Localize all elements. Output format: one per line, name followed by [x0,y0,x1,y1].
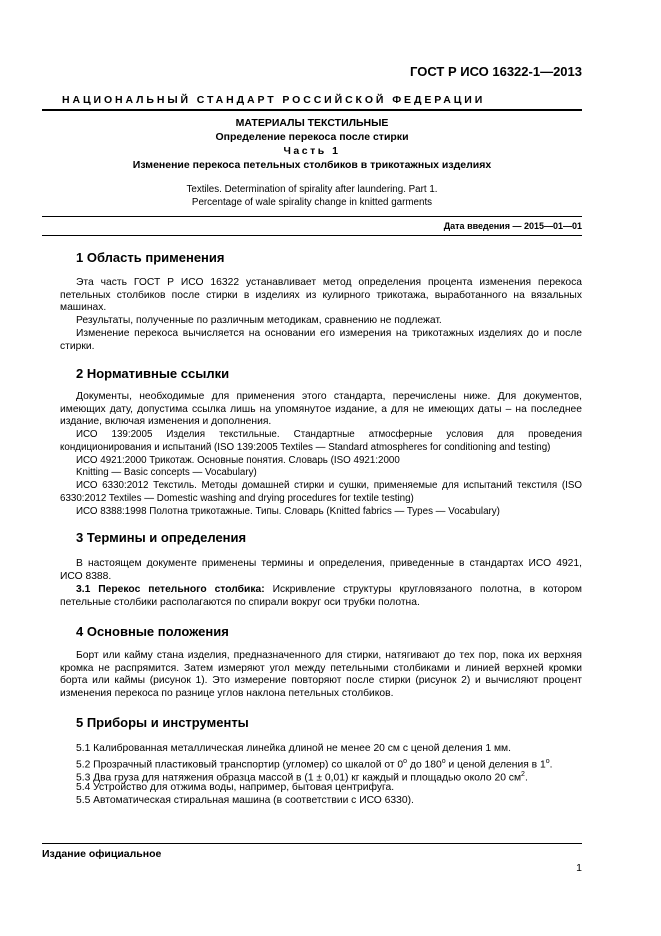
item-5-2-part-a: 5.2 Прозрачный пластиковый транспортир (угломер) со шкалой от 0 [76,759,404,771]
square-mark: 2 [521,771,525,778]
page-number: 1 [576,862,582,874]
national-standard-banner: НАЦИОНАЛЬНЫЙ СТАНДАРТ РОССИЙСКОЙ ФЕДЕРАЦИИ [62,94,486,106]
title-line-1: МАТЕРИАЛЫ ТЕКСТИЛЬНЫЕ [235,117,389,129]
title-rule [42,216,582,217]
section-1-title: 1 Область применения [76,250,225,265]
section-5-title: 5 Приборы и инструменты [76,715,249,730]
title-part: Часть 1 [283,145,341,157]
item-5-3-text: 5.3 Два груза для натяжения образца массой в (1 ± 0,01) кг каждый и площадью около 20 см [76,772,522,784]
term-spirality: 3.1 Перекос петельного столбика: [76,584,265,595]
reference-iso-4921-en: Knitting — Basic concepts — Vocabulary) [76,467,257,478]
item-5-2-part-d: . [549,759,553,771]
item-5-2-part-c: и ценой деления в 1 [445,759,546,771]
term-definition-3-1 [60,584,582,609]
section-4-title: 4 Основные положения [76,624,229,639]
reference-iso-4921: ИСО 4921:2000 Трикотаж. Основные понятия. Словарь (ISO 4921:2000 [76,455,400,466]
footer-rule [42,843,582,844]
section-3-title: 3 Термины и определения [76,530,247,545]
entry-date: Дата введения — 2015—01—01 [443,221,582,231]
reference-iso-139: ИСО 139:2005 Изделия текстильные. Стандартные атмосферные условия для проведения кондиционирования и испытаний (ISO 139:2005 Textiles — Standard atmospheres for conditioning and testing) [60,429,582,453]
title-line-2: Определение перекоса после стирки [215,131,409,143]
section-2-title: 2 Нормативные ссылки [76,366,230,381]
section-4-paragraph-1: Борт или кайму стана изделия, предназначенного для стирки, натягивают до тех пор, пока их верхняя кромка не распрямится. Затем измеряют угол между петельными столбиками и линией верхней кромки борта или каймы (рисунок 1). Это измерение повторяют после стирки (рисунок 2) и вычисляют процент изменения перекоса по разнице углов наклона петельных столбиков. [60,650,582,699]
degree-mark: о [403,758,408,765]
section-3-paragraph-1: В настоящем документе применены термины и определения, приведенные в стандартах ИСО 4921, ИСО 8388. [60,558,582,582]
item-5-3-end: . [524,772,528,784]
standard-code: ГОСТ Р ИСО 16322-1—2013 [410,64,582,79]
degree-mark: о [545,758,550,765]
item-5-2-part-b: до 180 [407,759,442,771]
section-1-paragraph-2: Результаты, полученные по различным методикам, сравнению не подлежат. [76,315,442,326]
english-title-2: Percentage of wale spirality change in knitted garments [191,197,433,208]
reference-iso-6330: ИСО 6330:2012 Текстиль. Методы домашней стирки и сушки, применяемые для испытаний текстиля (ISO 6330:2012 Textiles — Domestic washing and drying procedures for textile testing) [60,480,582,504]
degree-mark: о [441,758,446,765]
english-title-1: Textiles. Determination of spirality after laundering. Part 1. [186,184,438,195]
term-spirality-definition: Искривление структуры кругловязаного полотна, в котором петельные столбики располагаются по спирали вокруг оси трубки полотна. [60,584,582,608]
reference-iso-8388: ИСО 8388:1998 Полотна трикотажные. Типы. Словарь (Knitted fabrics — Types — Vocabulary) [76,506,500,517]
item-5-4: 5.4 Устройство для отжима воды, например, бытовая центрифуга. [76,782,395,793]
official-edition-label: Издание официальное [42,848,162,860]
header-rule [42,109,582,111]
section-1-paragraph-1: Эта часть ГОСТ Р ИСО 16322 устанавливает метод определения процента изменения перекоса петельных столбиков после стирки в изделиях из кулирного трикотажа, выработанного на вязальных машинах. [60,277,582,314]
item-5-5: 5.5 Автоматическая стиральная машина (в соответствии с ИСО 6330). [76,795,414,806]
title-line-4: Изменение перекоса петельных столбиков в трикотажных изделиях [132,159,492,171]
item-5-1: 5.1 Калиброванная металлическая линейка длиной не менее 20 см с ценой деления 1 мм. [76,743,511,754]
entry-rule [42,235,582,236]
section-1-paragraph-3: Изменение перекоса вычисляется на основании его измерения на трикотажных изделиях до и после стирки. [60,328,582,352]
section-2-paragraph-1: Документы, необходимые для применения этого стандарта, перечислены ниже. Для документов, имеющих дату, допустима ссылка лишь на упомянутое издание, а для не имеющих даты – на последнее издание, включая изменения и дополнения. [60,391,582,428]
